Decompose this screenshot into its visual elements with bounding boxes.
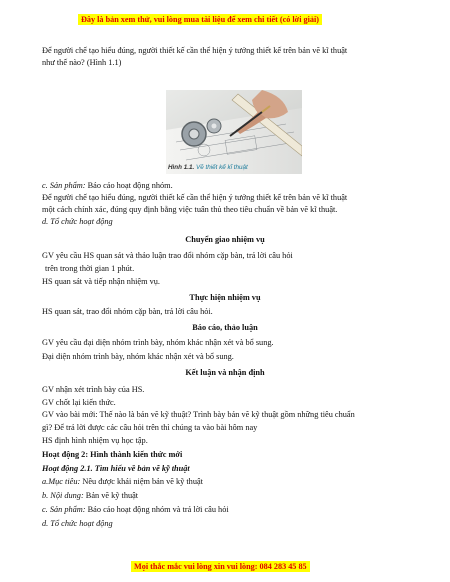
figure-caption (168, 164, 248, 171)
figure-title: Vẽ thiết kế kĩ thuật (196, 164, 248, 171)
assign-line2: trên trong thời gian 1 phút. (45, 264, 135, 273)
preview-banner: Đây là bản xem thử, vui lòng mua tài liệu để xem chi tiết (có lời giải) (78, 14, 322, 25)
activity2-heading: Hoạt động 2: Hình thành kiến thức mới (42, 450, 183, 459)
intro-question-line1: Để người chế tạo hiểu đúng, người thiết kế cần thể hiện ý tưởng thiết kế trên bản vẽ kĩ thuật (42, 46, 348, 55)
activity-product-text: Báo cáo hoạt động nhóm và trả lời câu hỏi (85, 505, 229, 514)
conclusion-line2: GV chốt lại kiến thức. (42, 398, 116, 407)
conclusion-line4: gì? Để trả lời được các câu hỏi trên thì chúng ta vào bài hôm nay (42, 423, 258, 432)
product-detail-line1: Để người chế tạo hiểu đúng, người thiết kế cần thể hiện ý tưởng thiết kế trên bản vẽ kĩ thuật (42, 193, 348, 202)
section-conclusion-heading: Kết luận và nhận định (185, 368, 265, 377)
intro-question-line2: như thế nào? (Hình 1.1) (42, 58, 122, 67)
conclusion-line1: GV nhận xét trình bày của HS. (42, 385, 145, 394)
assign-line1: GV yêu cầu HS quan sát và thảo luận trao đổi nhóm cặp bàn, trả lời câu hỏi (42, 251, 293, 260)
product-text: Báo cáo hoạt động nhóm. (85, 181, 173, 190)
conclusion-line3: GV vào bài mới: Thế nào là bản vẽ kỹ thuật? Trình bày bản vẽ kỹ thuật gồm những tiêu chuẩn (42, 410, 355, 419)
contact-footer: Mọi thắc mắc vui lòng xin vui lòng: 084 283 45 85 (131, 561, 310, 572)
activity2-1-heading: Hoạt động 2.1. Tìm hiểu về bản vẽ kỹ thuật (42, 464, 190, 473)
section-report-heading: Báo cáo, thảo luận (192, 323, 258, 332)
objective-text: Nêu được khái niệm bản vẽ kỹ thuật (80, 477, 203, 486)
organize-label: d. Tổ chức hoạt động (42, 217, 113, 226)
technical-drawing-illustration (166, 90, 302, 174)
technical-drawing-photo (166, 90, 302, 174)
objective-label: a.Mục tiêu: (42, 477, 81, 486)
product-detail-line2: một cách chính xác, đúng quy định bằng việc tuân thủ theo tiêu chuẩn về bản vẽ kĩ thuật. (42, 205, 338, 214)
figure-number: Hình 1.1. (168, 164, 195, 171)
report-line2: Đại diện nhóm trình bày, nhóm khác nhận xét và bổ sung. (42, 352, 234, 361)
content-text: Bản vẽ kỹ thuật (83, 491, 139, 500)
content-line (42, 490, 138, 501)
content-label: b. Nội dung: (42, 491, 84, 500)
activity-product-line (42, 504, 229, 515)
product-label: c. Sản phẩm: (42, 181, 86, 190)
product-line (42, 180, 173, 191)
perform-line1: HS quan sát, trao đổi nhóm cặp bàn, trả lời câu hỏi. (42, 307, 213, 316)
activity-organize-label: d. Tổ chức hoạt động (42, 519, 113, 528)
conclusion-line5: HS định hình nhiệm vụ học tập. (42, 436, 148, 445)
report-line1: GV yêu cầu đại diện nhóm trình bày, nhóm khác nhận xét và bổ sung. (42, 338, 274, 347)
section-perform-heading: Thực hiện nhiệm vụ (189, 293, 261, 302)
activity-product-label: c. Sản phẩm: (42, 505, 86, 514)
objective-line (42, 476, 203, 487)
assign-line3: HS quan sát và tiếp nhận nhiệm vụ. (42, 277, 160, 286)
section-assign-heading: Chuyển giao nhiệm vụ (185, 235, 265, 244)
